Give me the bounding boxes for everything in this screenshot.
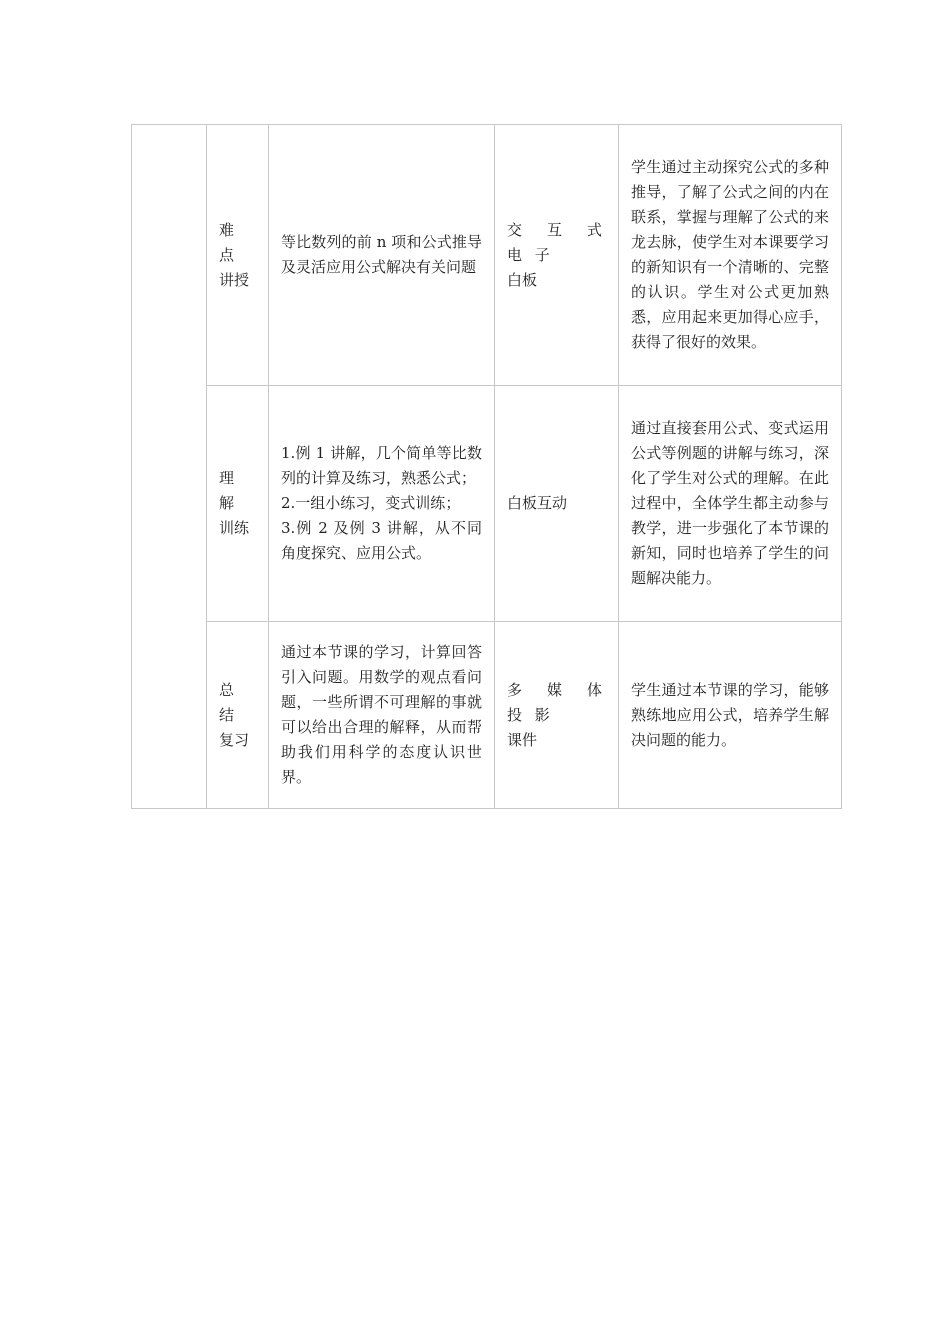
media-label: 交 互 式 电 子 (507, 220, 606, 264)
stage-cell (207, 622, 269, 809)
media-label: 白板 (507, 270, 538, 289)
stage-label: 难 点 (219, 220, 239, 264)
stage-label: 理 解 (219, 469, 239, 512)
media-label: 课件 (507, 730, 538, 749)
content-text: 3.例 2 及例 3 讲解，从不同角度探究、应用公式。 (281, 519, 482, 562)
effect-text: 通过直接套用公式、变式运用公式等例题的讲解与练习，深化了学生对公式的理解。在此过程中，全体学生都主动参与教学， (631, 419, 829, 537)
media-cell (495, 386, 619, 622)
stage-label: 复习 (219, 730, 250, 749)
effect-text: 学生通过主动探究公式的多种推导，了解了公式之间的内在联系，掌握与理解了公式的来龙去脉，使学生对本课要学习的新知识有一个清晰的、完整的认识。学生对公式更加熟悉，应用起来更加得心应手，获得了很好的效果。 (631, 158, 829, 351)
content-text: 等比数列的前 n 项和公式推导及灵活应用公式解决有关问题 (281, 233, 482, 276)
stage-cell (207, 386, 269, 622)
media-cell (495, 622, 619, 809)
stage-cell (207, 125, 269, 386)
table-row (132, 622, 842, 809)
effect-cell (619, 386, 842, 622)
effect-cell (619, 622, 842, 809)
media-cell (495, 125, 619, 386)
stage-label: 训练 (219, 519, 250, 537)
content-text: 2.一组小练习，变式训练； (281, 494, 461, 512)
content-text: 1.例 1 讲解，几个简单等比数列的计算及练习，熟悉公式； (281, 444, 482, 487)
effect-cell (619, 125, 842, 386)
effect-text: 进一步强化了本节课的新知，同时也培养了学生的问题解决能力。 (631, 519, 829, 587)
media-label: 白板互动 (507, 494, 568, 512)
stage-label: 总 结 (219, 680, 239, 724)
table-row (132, 386, 842, 622)
media-label: 多 媒 体 投 影 (507, 680, 606, 724)
blank-cell (132, 125, 207, 809)
stage-label: 讲授 (219, 270, 250, 289)
content-text: 通过本节课的学习，计算回答引入问题。用数学的观点看问题，一些所谓不可理解的事就可以给出合理的解释，从而帮助我们用科学的态度认识世界。 (281, 643, 482, 786)
content-cell (269, 622, 495, 809)
table-row (132, 125, 842, 386)
effect-text: 学生通过本节课的学习，能够熟练地应用公式，培养学生解决问题的能力。 (631, 680, 829, 749)
content-cell (269, 125, 495, 386)
lesson-table (131, 124, 842, 809)
content-cell (269, 386, 495, 622)
